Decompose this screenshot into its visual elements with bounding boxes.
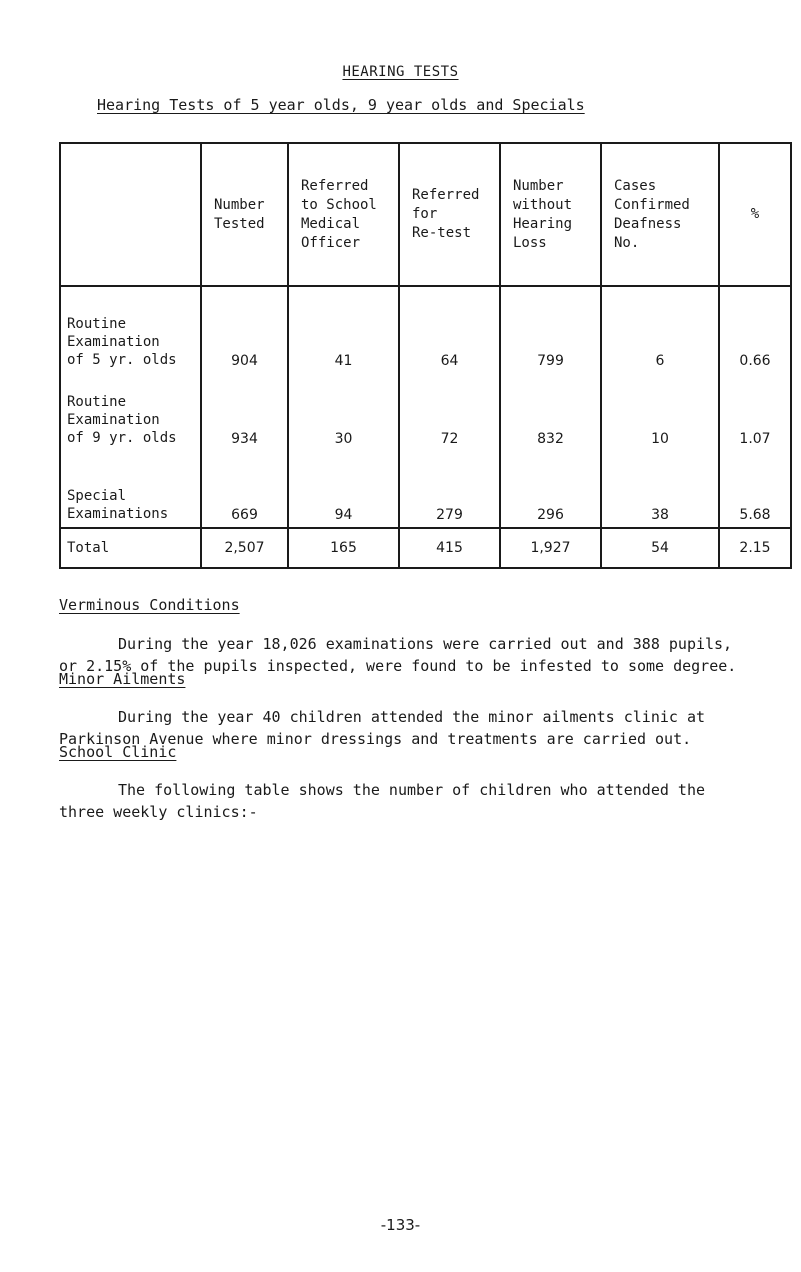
- table-header-cases-confirmed: Cases Confirmed Deafness No.: [601, 143, 719, 286]
- table-header-referred-retest: Referred for Re-test: [399, 143, 500, 286]
- table-cell: 934: [201, 373, 288, 451]
- clinic-line-1: The following table shows the number of children who attended the: [118, 781, 705, 799]
- table-header-referred-medical: Referred to School Medical Officer: [288, 143, 399, 286]
- table-cell: 296: [500, 451, 601, 528]
- table-header-without-loss: Number without Hearing Loss: [500, 143, 601, 286]
- page-subtitle: Hearing Tests of 5 year olds, 9 year olds and Specials: [97, 96, 585, 114]
- minor-line-2: Parkinson Avenue where minor dressings and treatments are carried out.: [59, 730, 692, 748]
- table-cell: 38: [601, 451, 719, 528]
- table-cell: 669: [201, 451, 288, 528]
- verminous-line-2: or 2.15% of the pupils inspected, were found to be infested to some degree.: [59, 657, 737, 675]
- total-label: Total: [60, 528, 201, 568]
- table-cell: 2.15: [719, 528, 791, 568]
- table-row: [60, 451, 791, 528]
- verminous-heading: Verminous Conditions: [59, 596, 240, 614]
- table-cell: 5.68: [719, 451, 791, 528]
- table-cell: 165: [288, 528, 399, 568]
- clinic-paragraph: [59, 779, 799, 823]
- table-cell: 6: [601, 286, 719, 373]
- row-label: Routine Examination of 9 yr. olds: [60, 373, 201, 451]
- page-number: -133-: [380, 1216, 421, 1234]
- minor-heading: Minor Ailments: [59, 670, 186, 688]
- table-cell: 0.66: [719, 286, 791, 373]
- hearing-tests-table: [59, 142, 792, 569]
- table-cell: 799: [500, 286, 601, 373]
- row-label: Special Examinations: [60, 451, 201, 528]
- table-cell: 904: [201, 286, 288, 373]
- table-cell: 279: [399, 451, 500, 528]
- table-header-blank: [60, 143, 201, 286]
- clinic-line-2: three weekly clinics:-: [59, 803, 258, 821]
- table-cell: 1,927: [500, 528, 601, 568]
- table-cell: 54: [601, 528, 719, 568]
- table-cell: 832: [500, 373, 601, 451]
- table-cell: 41: [288, 286, 399, 373]
- table-cell: 10: [601, 373, 719, 451]
- minor-line-1: During the year 40 children attended the minor ailments clinic at: [118, 708, 705, 726]
- table-cell: 2,507: [201, 528, 288, 568]
- table-cell: 1.07: [719, 373, 791, 451]
- table-header-row: [60, 143, 791, 286]
- page-title: HEARING TESTS: [342, 64, 459, 80]
- table-cell: 415: [399, 528, 500, 568]
- verminous-line-1: During the year 18,026 examinations were carried out and 388 pupils,: [118, 635, 733, 653]
- table-header-number-tested: Number Tested: [201, 143, 288, 286]
- table-cell: 72: [399, 373, 500, 451]
- table-cell: 94: [288, 451, 399, 528]
- table-row: [60, 286, 791, 373]
- table-header-percent: %: [719, 143, 791, 286]
- clinic-heading: School Clinic: [59, 743, 177, 761]
- table-cell: 30: [288, 373, 399, 451]
- table-row: [60, 373, 791, 451]
- row-label: Routine Examination of 5 yr. olds: [60, 286, 201, 373]
- table-total-row: [60, 528, 791, 568]
- table-cell: 64: [399, 286, 500, 373]
